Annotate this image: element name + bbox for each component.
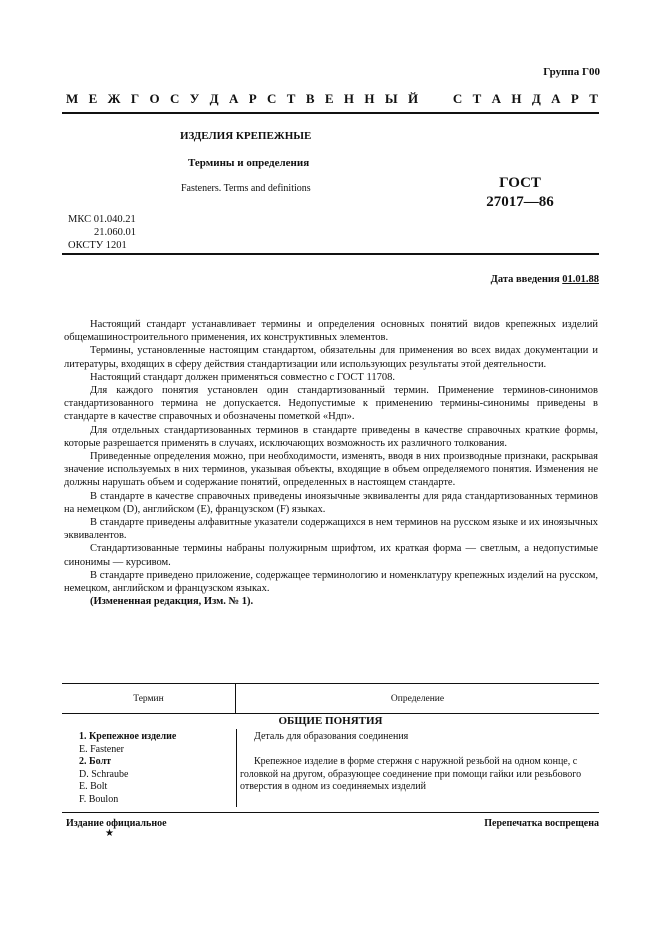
amendment-note: (Измененная редакция, Изм. № 1). bbox=[90, 596, 254, 608]
definition-text: Крепежное изделие в форме стержня с наружной резьбой на одном конце, с головкой на другом, образующее соединение при помощи гайки или резьбового отверстия в одном из соединяемых изделий bbox=[240, 756, 582, 792]
section-heading: ОБЩИЕ ПОНЯТИЯ bbox=[278, 715, 383, 727]
paragraph: В стандарте приведено приложение, содержащее терминологию и номенклатуру крепежных изделий на русском, немецком, английском и французском языках. bbox=[64, 569, 598, 595]
paragraph: Для каждого понятия установлен один стандартизованный термин. Применение терминов-синонимов стандартизованного термина не допускается. Недопустимые к применению термины-синонимы приведены в стандарте в качестве справочных и обозначены пометкой «Ндп». bbox=[64, 385, 598, 423]
introduction-date bbox=[491, 274, 599, 285]
terms-table bbox=[62, 683, 599, 714]
paragraph: В стандарте в качестве справочных приведены иноязычные эквиваленты для ряда стандартизованных терминов на немецком (D), английском (E), французском (F) языках. bbox=[64, 490, 598, 515]
definition-text: Деталь для образования соединения bbox=[254, 731, 409, 742]
document-subtitle: Термины и определения bbox=[188, 157, 310, 169]
mks-code: МКС 01.040.21 bbox=[68, 214, 136, 225]
term-french: F. Boulon bbox=[79, 793, 119, 805]
footer-rule bbox=[62, 812, 599, 813]
document-title-english: Fasteners. Terms and definitions bbox=[181, 183, 311, 194]
paragraph: Стандартизованные термины набраны полужирным шрифтом, их краткая форма — светлым, а недопустимые синонимы — курсивом. bbox=[64, 543, 598, 568]
term-name: 1. Крепежное изделие bbox=[79, 731, 177, 742]
term-english: E. Bolt bbox=[79, 781, 108, 792]
body-text bbox=[64, 318, 598, 608]
classification-codes bbox=[68, 213, 136, 252]
date-value: 01.01.88 bbox=[562, 274, 599, 285]
title-block-rule bbox=[62, 253, 599, 255]
standard-name: ГОСТ bbox=[499, 175, 541, 191]
terms-column bbox=[79, 731, 176, 806]
official-edition-label: Издание официальное bbox=[66, 818, 167, 829]
definitions-column bbox=[240, 731, 595, 794]
paragraph: Настоящий стандарт должен применяться совместно с ГОСТ 11708. bbox=[90, 371, 395, 383]
date-label: Дата введения bbox=[490, 274, 563, 285]
mks-code-2: 21.060.01 bbox=[94, 227, 136, 238]
reprint-prohibited-label: Перепечатка воспрещена bbox=[484, 818, 599, 829]
table-header-row bbox=[62, 684, 599, 714]
column-divider bbox=[236, 729, 237, 807]
column-header-definition: Определение bbox=[236, 684, 600, 714]
standard-designation bbox=[484, 174, 556, 212]
term-name: 2. Болт bbox=[79, 756, 112, 767]
document-title: ИЗДЕЛИЯ КРЕПЕЖНЫЕ bbox=[180, 130, 312, 142]
paragraph: Настоящий стандарт устанавливает термины и определения основных понятий видов крепежных изделий общемашиностроительного применения, их конструктивных элементов. bbox=[64, 319, 598, 344]
star-icon: ★ bbox=[105, 828, 114, 839]
header-rule bbox=[62, 112, 599, 114]
column-header-term: Термин bbox=[62, 684, 236, 714]
term-german: D. Schraube bbox=[79, 768, 129, 780]
interstate-standard-heading: М Е Ж Г О С У Д А Р С Т В Е Н Н Ы Й С Т А Н Д А Р Т bbox=[66, 91, 598, 106]
standard-number: 27017—86 bbox=[486, 194, 554, 210]
paragraph: В стандарте приведены алфавитные указатели содержащихся в нем терминов на русском языке и их иноязычных эквивалентов. bbox=[64, 517, 598, 542]
paragraph: Для отдельных стандартизованных терминов в стандарте приведены в качестве справочных краткие формы, которые разрешается применять в случаях, исключающих возможность их различного толкования. bbox=[64, 424, 598, 449]
okstu-code: ОКСТУ 1201 bbox=[68, 240, 127, 251]
group-code: Группа Г00 bbox=[543, 66, 600, 78]
term-english: E. Fastener bbox=[79, 743, 124, 755]
paragraph: Термины, установленные настоящим стандартом, обязательны для применения во всех видах документации и литературы, входящих в сферу действия стандартизации или использующих результаты этой деятельности. bbox=[64, 345, 598, 370]
paragraph: Приведенные определения можно, при необходимости, изменять, вводя в них производные признаки, раскрывая значение используемых в них терминов, указывая объекты, входящие в объем определяемого понятия. Изменения не должны нарушать объем и содержание понятий, определенных в настоящем стандарте. bbox=[64, 451, 598, 489]
